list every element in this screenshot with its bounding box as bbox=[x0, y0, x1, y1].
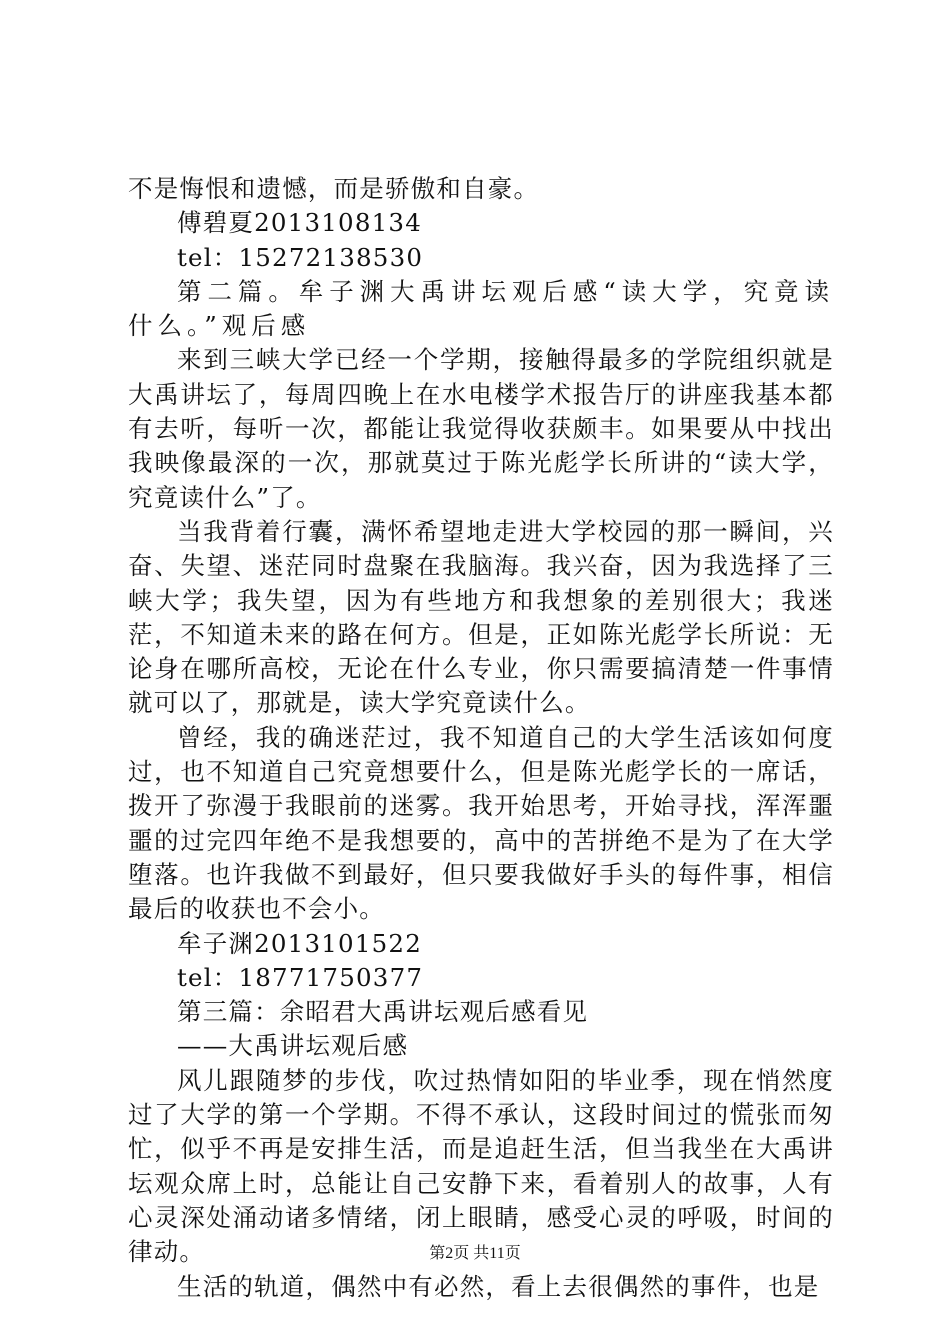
paragraph: 曾经，我的确迷茫过，我不知道自己的大学生活该如何度过，也不知道自己究竟想要什么，但是陈光彪学长的一席话，拨开了弥漫于我眼前的迷雾。我开始思考，开始寻找，浑浑噩噩的过完四年绝不是我想要的，高中的苦拼绝不是为了在大学堕落。也许我做不到最好，但只要我做好手头的每件事，相信最后的收获也不会小。 bbox=[128, 722, 834, 924]
paragraph: 当我背着行囊，满怀希望地走进大学校园的那一瞬间，兴奋、失望、迷茫同时盘聚在我脑海。我兴奋，因为我选择了三峡大学；我失望，因为有些地方和我想象的差别很大；我迷茫，不知道未来的路在何方。但是，正如陈光彪学长所说：无论身在哪所高校，无论在什么专业，你只需要搞清楚一件事情就可以了，那就是，读大学究竟读什么。 bbox=[128, 516, 834, 718]
section-heading-3: 第三篇：余昭君大禹讲坛观后感看见 bbox=[177, 997, 589, 1027]
section-subtitle-3: ——大禹讲坛观后感 bbox=[177, 1031, 409, 1061]
page-footer: 第2页 共11页 bbox=[429, 1245, 521, 1262]
section-heading-2: 第二篇。牟子渊大禹讲坛观后感“读大学，究竟读什么。”观后感 bbox=[128, 276, 834, 341]
author-name-1: 傅碧夏2013108134 bbox=[177, 208, 422, 238]
author-phone-1: tel：15272138530 bbox=[177, 242, 424, 272]
paragraph: 来到三峡大学已经一个学期，接触得最多的学院组织就是大禹讲坛了，每周四晚上在水电楼学术报告厅的讲座我基本都有去听，每听一次，都能让我觉得收获颇丰。如果要从中找出我映像最深的一次，那就莫过于陈光彪学长所讲的“读大学，究竟读什么”了。 bbox=[128, 345, 834, 512]
document-body bbox=[128, 172, 834, 1304]
paragraph-continuation: 不是悔恨和遗憾，而是骄傲和自豪。 bbox=[128, 174, 540, 203]
paragraph: 生活的轨道，偶然中有必然，看上去很偶然的事件，也是 bbox=[177, 1271, 820, 1301]
paragraph: 风儿跟随梦的步伐，吹过热情如阳的毕业季，现在悄然度过了大学的第一个学期。不得不承认，这段时间过的慌张而匆忙，似乎不再是安排生活，而是追赶生活，但当我坐在大禹讲坛观众席上时，总能让自己安静下来，看着别人的故事，人有心灵深处涌动诸多情绪，闭上眼睛，感受心灵的呼吸，时间的律动。 bbox=[128, 1065, 834, 1267]
author-name-2: 牟子渊2013101522 bbox=[177, 928, 422, 958]
author-phone-2: tel：18771750377 bbox=[177, 962, 424, 992]
